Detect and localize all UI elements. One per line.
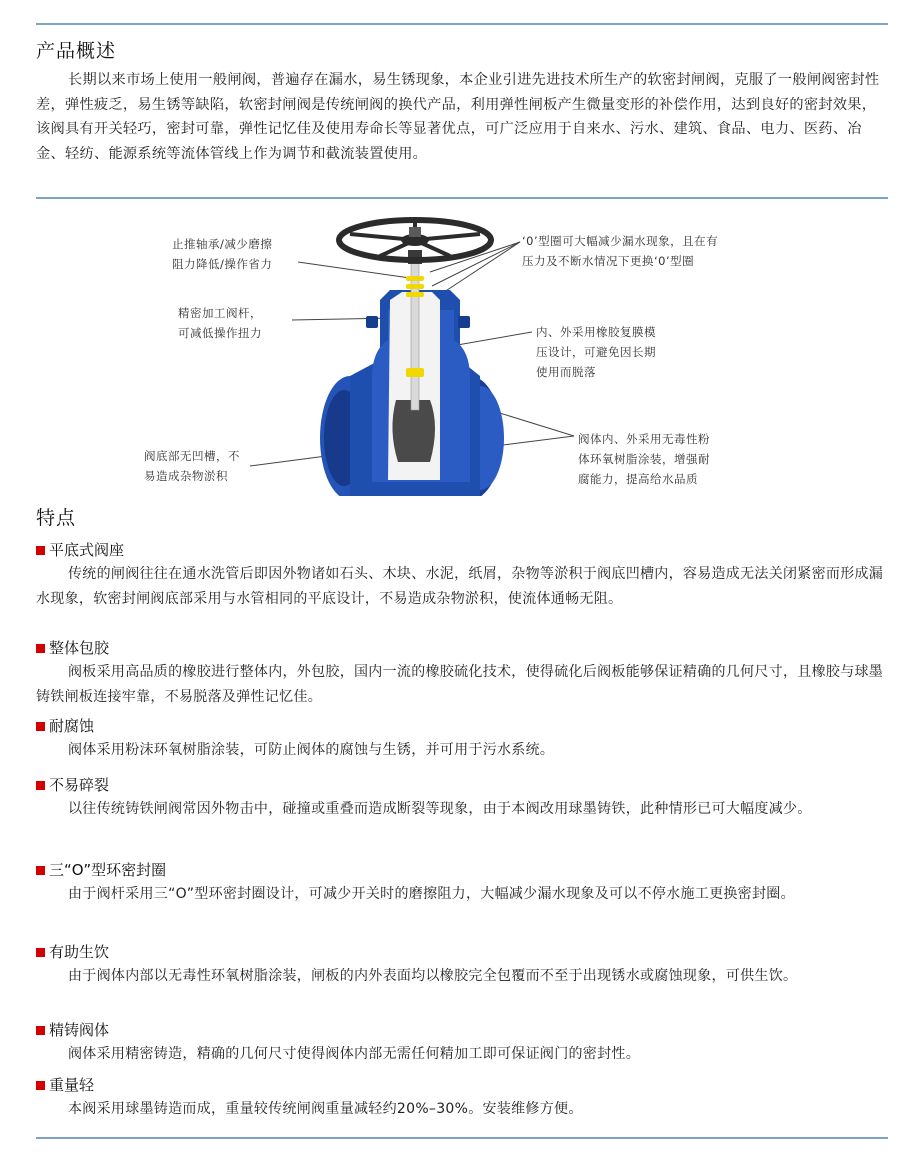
feature-body: 本阀采用球墨铸造而成，重量较传统闸阀重量减轻约20%–30%。安装维修方便。 — [68, 1101, 583, 1117]
red-square-bullet-icon — [36, 781, 45, 790]
feature-item — [36, 1020, 892, 1067]
feature-item — [36, 942, 892, 989]
callout-bearing: 止推轴承/减少磨擦 阻力降低/操作省力 — [172, 237, 273, 271]
valve-diagram — [140, 200, 820, 496]
feature-item — [36, 638, 892, 709]
feature-body: 由于阀杆采用三“O”型环密封圈设计，可减少开关时的磨擦阻力，大幅减少漏水现象及可以不停水施工更换密封圈。 — [68, 886, 795, 902]
feature-heading: 三“O”型环密封圈 — [49, 861, 167, 879]
feature-heading: 不易碎裂 — [49, 776, 110, 794]
callout-stem: 精密加工阀杆， 可减低操作扭力 — [178, 306, 262, 340]
feature-heading: 整体包胶 — [49, 639, 110, 657]
feature-item — [36, 1075, 892, 1122]
red-square-bullet-icon — [36, 866, 45, 875]
callout-coating: 阀体内、外采用无毒性粉 体环氧树脂涂装，增强耐 腐能力，提高给水品质 — [578, 432, 710, 486]
bottom-divider — [36, 1137, 888, 1139]
feature-body: 由于阀体内部以无毒性环氧树脂涂装，闸板的内外表面均以橡胶完全包覆而不至于出现锈水或腐蚀现象，可供生饮。 — [68, 968, 798, 984]
red-square-bullet-icon — [36, 948, 45, 957]
overview-title: 产品概述 — [36, 40, 117, 62]
feature-body: 阀板采用高品质的橡胶进行整体内，外包胶，国内一流的橡胶硫化技术，使得硫化后阀板能够保证精确的几何尺寸，且橡胶与球墨铸铁闸板连接牢靠，不易脱落及弹性记忆佳。 — [36, 664, 884, 705]
feature-body: 阀体采用精密铸造，精确的几何尺寸使得阀体内部无需任何精加工即可保证阀门的密封性。 — [68, 1046, 640, 1062]
feature-body: 以往传统铸铁闸阀常因外物击中，碰撞或重叠而造成断裂等现象，由于本阀改用球墨铸铁，此种情形已可大幅度减少。 — [68, 801, 812, 817]
feature-item — [36, 775, 892, 822]
callout-rubber: 内、外采用橡胶复膜模 压设计，可避免因长期 使用而脱落 — [536, 325, 656, 379]
feature-body: 传统的闸阀往往在通水洗管后即因外物诸如石头、木块、水泥，纸屑，杂物等淤积于阀底凹槽内，容易造成无法关闭紧密而形成漏水现象，软密封闸阀底部采用与水管相同的平底设计，不易造成杂物淤积，使流体通畅无阻。 — [36, 566, 884, 607]
feature-heading: 精铸阀体 — [49, 1021, 110, 1039]
feature-body: 阀体采用粉沫环氧树脂涂装，可防止阀体的腐蚀与生锈，并可用于污水系统。 — [68, 742, 555, 758]
callout-bottom: 阀底部无凹槽，不 易造成杂物淤积 — [144, 449, 240, 483]
top-divider — [36, 23, 888, 25]
feature-item — [36, 540, 892, 611]
red-square-bullet-icon — [36, 546, 45, 555]
feature-heading: 耐腐蚀 — [49, 717, 95, 735]
feature-heading: 重量轻 — [49, 1076, 95, 1094]
callout-oring: ‘0’型圈可大幅减少漏水现象，且在有 压力及不断水情况下更换‘0’型圈 — [522, 234, 719, 268]
feature-heading: 平底式阀座 — [49, 541, 125, 559]
feature-heading: 有助生饮 — [49, 943, 110, 961]
feature-item — [36, 716, 892, 763]
feature-item — [36, 860, 892, 907]
red-square-bullet-icon — [36, 1081, 45, 1090]
red-square-bullet-icon — [36, 722, 45, 731]
red-square-bullet-icon — [36, 644, 45, 653]
overview-paragraph: 长期以来市场上使用一般闸阀，普遍存在漏水，易生锈现象，本企业引进先进技术所生产的软密封闸阀，克服了一般闸阀密封性差，弹性疲乏，易生锈等缺陷，软密封闸阀是传统闸阀的换代产品，利用弹性闸板产生微量变形的补偿作用，达到良好的密封效果，该阀具有开关轻巧，密封可靠，弹性记忆佳及使用寿命长等显著优点，可广泛应用于自来水、污水、建筑、食品、电力、医药、冶金、轻纺、能源系统等流体管线上作为调节和截流装置使用。 — [36, 72, 880, 162]
red-square-bullet-icon — [36, 1026, 45, 1035]
section-divider — [36, 197, 888, 199]
features-title: 特点 — [36, 507, 77, 529]
